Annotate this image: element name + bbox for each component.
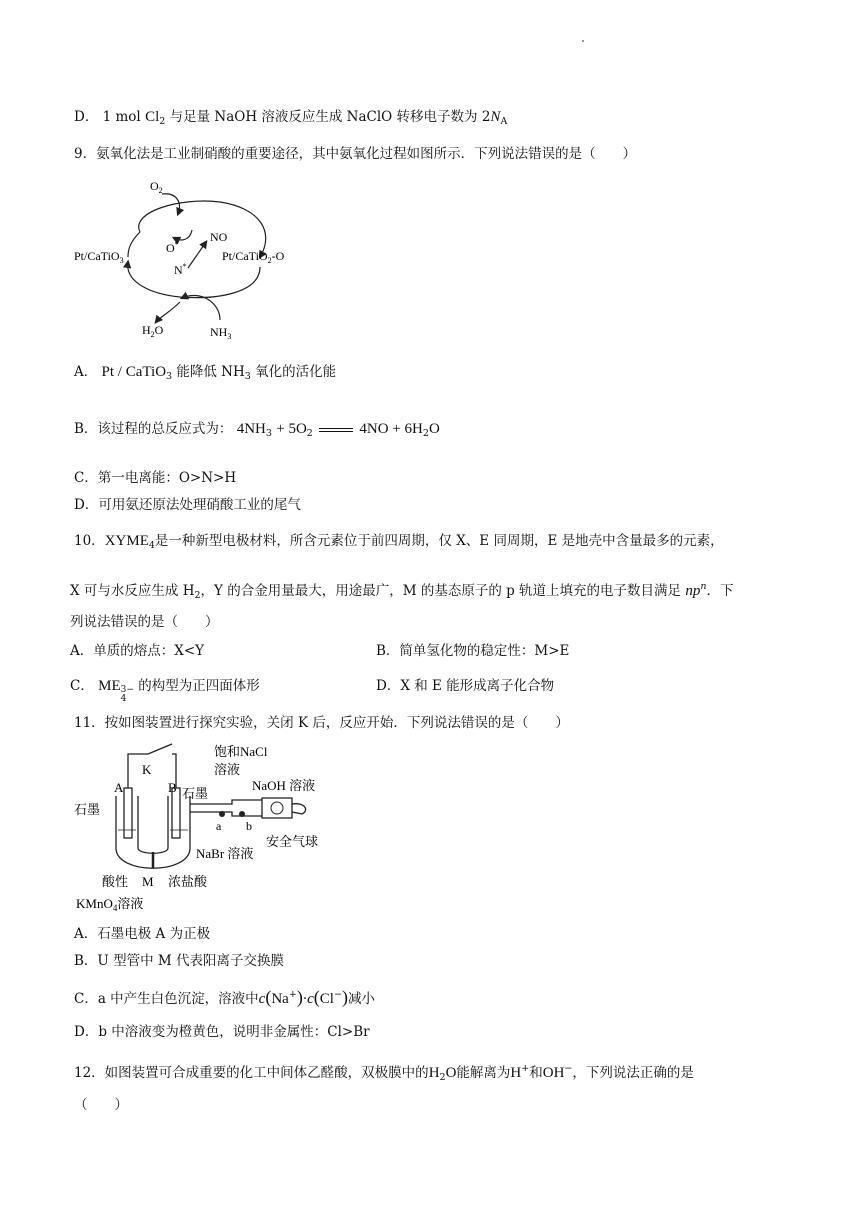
q9-stem: 9．氨氧化法是工业制硝酸的重要途径，其中氨氧化过程如图所示．下列说法错误的是（ ） — [74, 146, 637, 162]
acidic-label: 酸性 — [102, 874, 129, 889]
q12-stem: 12．如图装置可合成重要的化工中间体乙醛酸，双极膜中的$H_2O$能解离为H+和OH−，下列说法正确的是 — [74, 1063, 694, 1083]
graphite-electrode-b — [172, 788, 180, 838]
q11-option-b: B．U 型管中 M 代表阳离子交换膜 — [74, 953, 284, 969]
q10-stem-line2: X 可与水反应生成 $H_2$，Y 的合金用量最大，用途最广，M 的基态原子的 p 轨道上填充的电子数目满足 $np^n$．下 — [70, 581, 734, 601]
switch-k — [148, 744, 172, 754]
scan-speck — [582, 40, 584, 42]
spot-a-label: a — [216, 819, 222, 833]
q10-option-d: D．X 和 E 能形成离子化合物 — [376, 678, 555, 694]
membrane-m-label: M — [142, 874, 154, 889]
hcl-label: 浓盐酸 — [168, 874, 208, 889]
q10-stem-line1: 10．$XYME_4$是一种新型电极材料，所含元素位于前四周期，仅 X、E 同周期，E 是地壳中含量最多的元素， — [74, 533, 724, 551]
switch-k-label: K — [142, 762, 152, 777]
no-out-arrow — [188, 242, 206, 268]
spot-a — [219, 811, 225, 817]
h2o-out-arrow — [156, 302, 180, 322]
electrolysis-apparatus-diagram — [72, 740, 342, 915]
q10-option-b: B．简单氢化物的稳定性：M>E — [376, 643, 570, 659]
q9-option-b: B．该过程的总反应式为： $4NH_3 + 5O_2$ $4NO + 6H_2O$ — [74, 421, 440, 439]
nacl-label-1: 饱和NaCl — [214, 744, 268, 759]
spot-b — [239, 811, 245, 817]
safety-balloon — [292, 804, 306, 814]
nh3-label: $NH_3$ — [210, 325, 232, 341]
q11-stem: 11．按如图装置进行探究实验，关闭 K 后，反应开始．下列说法错误的是（ ） — [74, 715, 569, 731]
q10-stem-line3: 列说法错误的是（ ） — [70, 614, 219, 630]
q9-option-a: A． Pt / CaTiO$_3$ 能降低 $NH_3$ 氧化的活化能 — [74, 364, 337, 382]
o2-label: $O_2$ — [150, 179, 163, 195]
h2o-label: $H_2O$ — [142, 323, 164, 339]
balloon-label: 安全气球 — [266, 834, 319, 849]
electrode-a-label: A — [114, 780, 124, 795]
graphite-left-label: 石墨 — [74, 802, 101, 817]
nh3-in-arrow — [182, 295, 220, 320]
nabr-label: NaBr 溶液 — [196, 846, 254, 861]
q11-option-c: C．a 中产生白色沉淀，溶液中c(Na+)·c(Cl−)减小 — [74, 987, 375, 1007]
u-tube-inner — [138, 796, 168, 853]
q12-answer-paren: （ ） — [74, 1097, 128, 1113]
q11-option-a: A．石墨电极 A 为正极 — [74, 926, 211, 942]
left-catalyst-label: Pt/CaTiO$_3$ — [74, 249, 124, 265]
q10-option-c: C． ME 3− 4 的构型为正四面体形 — [70, 678, 260, 704]
electrode-b-label: B — [168, 780, 177, 795]
o-star-label: O* — [166, 240, 179, 255]
right-catalyst-label: Pt/CaTiO$_2$-O — [222, 249, 285, 265]
naoh-label: NaOH 溶液 — [252, 778, 316, 793]
spot-b-label: b — [246, 819, 252, 833]
no-label: NO — [210, 230, 228, 244]
n-star-label: N* — [174, 262, 187, 277]
q11-option-d: D．b 中溶液变为橙黄色，说明非金属性：Cl>Br — [74, 1024, 370, 1040]
graphite-right-label: 石墨 — [182, 786, 209, 801]
ammonia-oxidation-diagram — [70, 172, 310, 344]
q9-option-d: D．可用氨还原法处理硝酸工业的尾气 — [74, 497, 301, 513]
q9-option-c: C．第一电离能：O>N>H — [74, 470, 237, 486]
q10-option-a: A．单质的熔点：X<Y — [70, 643, 205, 659]
kmno4-label: KMnO$_4$溶液 — [76, 896, 144, 913]
equilibrium-bar — [319, 428, 353, 432]
graphite-electrode-a — [124, 788, 132, 838]
o-star-arrow — [174, 230, 192, 240]
naoh-bulb — [262, 798, 292, 818]
q8-option-d: D． 1 mol $Cl_2$ 与足量 NaOH 溶液反应生成 NaClO 转移电子数为 $2N_A$ — [74, 109, 508, 127]
nacl-label-2: 溶液 — [214, 762, 241, 777]
